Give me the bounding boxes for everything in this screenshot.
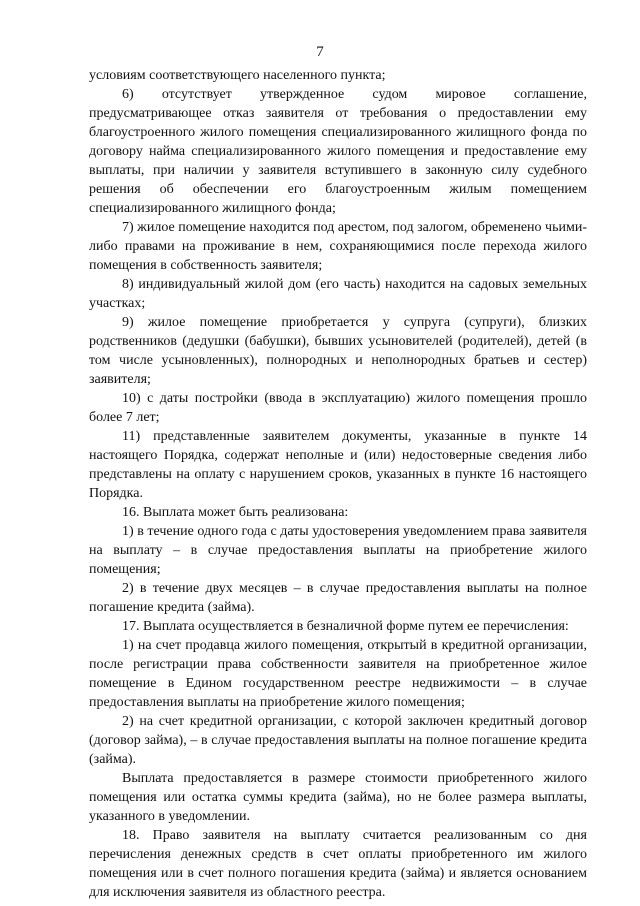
paragraph: 1) в течение одного года с даты удостоверения уведомлением права заявителя на выплату – в случае предоставления выплаты на приобретение жилого помещения; bbox=[89, 524, 587, 577]
paragraph: 7) жилое помещение находится под арестом, под залогом, обременено чьими-либо правами на проживание в нем, сохраняющимися после перехода жилого помещения в собственность заявителя; bbox=[89, 220, 587, 273]
paragraph: Выплата предоставляется в размере стоимости приобретенного жилого помещения или остатка суммы кредита (займа), но не более размера выплаты, указанного в уведомлении. bbox=[89, 771, 587, 824]
page-number: 7 bbox=[316, 44, 324, 60]
document-body bbox=[89, 66, 587, 902]
paragraph: 18. Право заявителя на выплату считается реализованным со дня перечисления денежных средств в счет оплаты приобретенного им жилого помещения или в счет полного погашения кредита (займа) и является основанием для исключения заявителя из областного реестра. bbox=[89, 828, 587, 900]
paragraph: 8) индивидуальный жилой дом (его часть) находится на садовых земельных участках; bbox=[89, 277, 587, 311]
paragraph: 2) на счет кредитной организации, с которой заключен кредитный договор (договор займа), – в случае предоставления выплаты на полное погашение кредита (займа). bbox=[89, 714, 587, 767]
paragraph: 10) с даты постройки (ввода в эксплуатацию) жилого помещения прошло более 7 лет; bbox=[89, 391, 587, 425]
paragraph: условиям соответствующего населенного пункта; bbox=[89, 68, 386, 83]
paragraph: 1) на счет продавца жилого помещения, открытый в кредитной организации, после регистрации права собственности заявителя на приобретенное жилое помещение в Едином государственном реестре недвижимости – в случае предоставления выплаты на приобретение жилого помещения; bbox=[89, 638, 587, 710]
paragraph: 6) отсутствует утвержденное судом мировое соглашение, предусматривающее отказ заявителя от требования о предоставлении ему благоустроенного жилого помещения специализированного жилищного фонда по договору найма специализированного жилого помещения и предоставление ему выплаты, при наличии у заявителя вступившего в законную силу судебного решения об обеспечении его благоустроенным жилым помещением специализированного жилищного фонда; bbox=[89, 87, 587, 216]
paragraph: 16. Выплата может быть реализована: bbox=[122, 505, 349, 520]
paragraph: 11) представленные заявителем документы, указанные в пункте 14 настоящего Порядка, содержат неполные и (или) недостоверные сведения либо представлены на оплату с нарушением сроков, указанных в пункте 16 настоящего Порядка. bbox=[89, 429, 587, 501]
paragraph: 2) в течение двух месяцев – в случае предоставления выплаты на полное погашение кредита (займа). bbox=[89, 581, 587, 615]
paragraph: 9) жилое помещение приобретается у супруга (супруги), близких родственников (дедушки (бабушки), бывших усыновителей (родителей), детей (в том числе усыновленных), полнородных и неполнородных братьев и сестер) заявителя; bbox=[89, 315, 587, 387]
paragraph: 17. Выплата осуществляется в безналичной форме путем ее перечисления: bbox=[122, 619, 569, 634]
